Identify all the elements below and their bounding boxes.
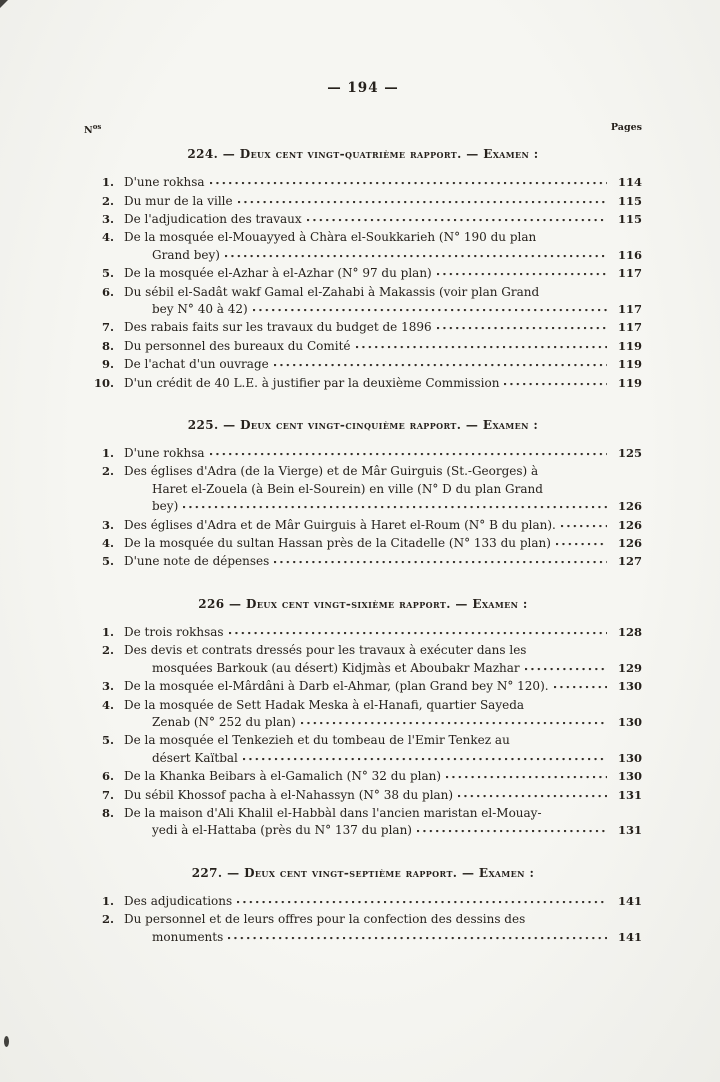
toc-entry-line	[84, 319, 642, 336]
dot-leader	[229, 627, 607, 636]
entry-text: Des églises d'Adra (de la Vierge) et de Mâr Guirguis (St.-Georges) à	[124, 464, 539, 479]
toc-entry-line	[84, 678, 642, 695]
toc-item	[84, 193, 642, 210]
entry-page-number: 117	[617, 320, 642, 335]
toc-item	[84, 174, 642, 191]
toc-item	[84, 265, 642, 282]
toc-entry-line	[84, 660, 642, 677]
dot-leader	[561, 520, 607, 529]
entry-number: 4.	[101, 697, 114, 712]
entry-number: 5.	[101, 733, 114, 748]
toc-item	[84, 642, 642, 677]
dot-leader	[307, 214, 607, 223]
numbers-column-header-text: N	[84, 125, 93, 137]
entry-number: 6.	[101, 769, 114, 784]
pages-column-header: Pages	[610, 122, 642, 133]
dot-leader	[504, 378, 607, 387]
numbers-column-header	[84, 122, 101, 136]
toc-item	[84, 911, 642, 946]
entry-page-number: 128	[617, 624, 642, 639]
toc-entry-line	[84, 642, 642, 659]
entry-number: 3.	[101, 211, 114, 226]
toc-entry-line	[84, 463, 642, 480]
entry-page-number: 115	[617, 193, 642, 208]
toc-entry-line	[84, 787, 642, 804]
toc-item	[84, 338, 642, 355]
entry-text: mosquées Barkouk (au désert) Kidjmàs et Aboubakr Mazhar	[152, 660, 520, 675]
toc-item	[84, 535, 642, 552]
entry-text: Zenab (N° 252 du plan)	[152, 714, 296, 729]
scan-artifact	[0, 0, 8, 8]
entry-page-number: 141	[617, 929, 642, 944]
toc-item	[84, 211, 642, 228]
toc-item	[84, 732, 642, 767]
entry-text: D'une rokhsa	[124, 175, 205, 190]
entry-text: bey N° 40 à 42)	[152, 302, 248, 316]
toc-item	[84, 356, 642, 373]
entry-text: De la mosquée el-Mârdâni à Darb el-Ahmar, (plan Grand bey N° 120).	[124, 679, 549, 694]
entry-page-number: 119	[617, 375, 642, 390]
toc-item	[84, 768, 642, 785]
entry-text: Du sébil Khossof pacha à el-Nahassyn (N° 38 du plan)	[124, 787, 454, 802]
dot-leader	[274, 359, 607, 368]
entry-text: De la mosquée el Tenkezieh et du tombeau de l'Emir Tenkez au	[124, 733, 510, 748]
dot-leader	[237, 896, 607, 905]
toc-entry-line	[84, 929, 642, 946]
dot-leader	[274, 556, 607, 565]
entry-text: Des devis et contrats dressés pour les travaux à exécuter dans les	[124, 643, 527, 658]
toc-entry-line	[84, 822, 642, 839]
entry-page-number: 131	[617, 823, 642, 838]
entry-text: yedi à el-Hattaba (près du N° 137 du plan)	[152, 823, 412, 838]
toc-sections	[84, 147, 642, 946]
toc-item	[84, 805, 642, 840]
dot-leader	[437, 268, 607, 277]
entry-text: De la mosquée du sultan Hassan près de la Citadelle (N° 133 du plan)	[124, 536, 551, 551]
entry-page-number: 130	[617, 769, 642, 784]
report-section	[84, 147, 642, 392]
entry-text: Des églises d'Adra et de Mâr Guirguis à Haret el-Roum (N° B du plan).	[124, 517, 556, 532]
toc-item	[84, 787, 642, 804]
entry-text: Du personnel des bureaux du Comité	[124, 338, 351, 353]
entry-text: D'une note de dépenses	[124, 554, 270, 569]
dot-leader	[228, 932, 607, 941]
entry-page-number: 117	[617, 266, 642, 281]
toc-entry-line	[84, 445, 642, 462]
entry-text: Du sébil el-Sadât wakf Gamal el-Zahabi à Makassis (voir plan Grand	[124, 284, 540, 299]
toc-entry-line	[84, 356, 642, 373]
entry-number: 4.	[101, 230, 114, 245]
toc-entry-line	[84, 768, 642, 785]
page-number: — 194 —	[327, 80, 399, 96]
toc-entry-line	[84, 481, 642, 498]
column-headers	[84, 122, 642, 136]
section-items	[84, 174, 642, 392]
toc-item	[84, 678, 642, 695]
dot-leader	[437, 322, 607, 331]
entry-text: De l'achat d'un ouvrage	[124, 357, 269, 372]
entry-page-number: 126	[617, 499, 642, 514]
toc-item	[84, 697, 642, 732]
toc-entry-line	[84, 893, 642, 910]
dot-leader	[210, 448, 607, 457]
entry-page-number: 114	[617, 175, 642, 190]
section-heading: 227. — Deux cent vingt-septième rapport. — Examen :	[191, 865, 535, 880]
dot-leader	[417, 825, 607, 834]
entry-page-number: 115	[617, 211, 642, 226]
toc-entry-line	[84, 911, 642, 928]
toc-entry-line	[84, 247, 642, 264]
toc-item	[84, 553, 642, 570]
dot-leader	[238, 196, 607, 205]
entry-text: De la mosquée el-Azhar à el-Azhar (N° 97 du plan)	[124, 266, 432, 281]
entry-number: 6.	[101, 284, 114, 299]
toc-entry-line	[84, 535, 642, 552]
entry-text: Des adjudications	[124, 893, 233, 908]
toc-entry-line	[84, 517, 642, 534]
toc-entry-line	[84, 229, 642, 246]
toc-item	[84, 463, 642, 515]
entry-page-number: 125	[617, 446, 642, 461]
entry-text: De la mosquée de Sett Hadak Meska à el-Hanafi, quartier Sayeda	[124, 697, 525, 712]
entry-number: 1.	[101, 446, 114, 461]
section-items	[84, 445, 642, 571]
entry-number: 5.	[101, 554, 114, 569]
report-section	[84, 597, 642, 840]
entry-text: De la maison d'Ali Khalil el-Habbàl dans l'ancien maristan el-Mouay-	[124, 805, 542, 820]
entry-text: D'un crédit de 40 L.E. à justifier par la deuxième Commission	[124, 375, 500, 390]
toc-entry-line	[84, 714, 642, 731]
entry-page-number: 131	[617, 787, 642, 802]
dot-leader	[210, 177, 607, 186]
entry-page-number: 141	[617, 893, 642, 908]
toc-item	[84, 284, 642, 319]
entry-number: 10.	[93, 375, 114, 390]
toc-entry-line	[84, 211, 642, 228]
entry-text: bey)	[152, 499, 179, 514]
entry-number: 3.	[101, 679, 114, 694]
entry-text: De trois rokhsas	[124, 624, 224, 639]
toc-entry-line	[84, 553, 642, 570]
entry-number: 7.	[101, 320, 114, 335]
section-items	[84, 893, 642, 946]
entry-text: De la mosquée el-Mouayyed à Chàra el-Soukkarieh (N° 190 du plan	[124, 230, 537, 245]
entry-text: Du personnel et de leurs offres pour la confection des dessins des	[124, 912, 526, 927]
toc-entry-line	[84, 624, 642, 641]
entry-number: 8.	[101, 805, 114, 820]
dot-leader	[301, 717, 607, 726]
entry-page-number: 130	[617, 750, 642, 765]
entry-number: 3.	[101, 517, 114, 532]
toc-entry-line	[84, 750, 642, 767]
toc-entry-line	[84, 174, 642, 191]
entry-page-number: 126	[617, 517, 642, 532]
section-items	[84, 624, 642, 840]
toc-entry-line	[84, 193, 642, 210]
report-section	[84, 418, 642, 571]
toc-item	[84, 445, 642, 462]
section-heading: 224. — Deux cent vingt-quatrième rapport. — Examen :	[187, 147, 539, 162]
dot-leader	[243, 753, 607, 762]
entry-page-number: 119	[617, 357, 642, 372]
entry-number: 5.	[101, 266, 114, 281]
toc-entry-line	[84, 732, 642, 749]
entry-page-number: 116	[617, 247, 642, 262]
entry-number: 1.	[101, 624, 114, 639]
toc-item	[84, 319, 642, 336]
toc-item	[84, 893, 642, 910]
numbers-column-header-sup: os	[92, 122, 102, 131]
toc-item	[84, 375, 642, 392]
entry-number: 9.	[101, 357, 114, 372]
section-heading: 226 — Deux cent vingt-sixième rapport. — Examen :	[198, 596, 528, 611]
dot-leader	[525, 663, 607, 672]
toc-entry-line	[84, 805, 642, 822]
toc-item	[84, 624, 642, 641]
entry-page-number: 130	[617, 714, 642, 729]
entry-page-number: 127	[617, 554, 642, 569]
dot-leader	[556, 538, 607, 547]
entry-page-number: 119	[617, 338, 642, 353]
entry-text: Du mur de la ville	[124, 193, 233, 208]
toc-entry-line	[84, 697, 642, 714]
entry-number: 1.	[101, 893, 114, 908]
entry-text: D'une rokhsa	[124, 446, 205, 461]
section-heading: 225. — Deux cent vingt-cinquième rapport. — Examen :	[187, 418, 539, 433]
toc-entry-line	[84, 375, 642, 392]
dot-leader	[554, 681, 607, 690]
entry-text: De l'adjudication des travaux	[124, 211, 302, 226]
entry-text: Haret el-Zouela (à Bein el-Sourein) en ville (N° D du plan Grand	[152, 481, 543, 496]
entry-number: 2.	[101, 193, 114, 208]
dot-leader	[225, 250, 607, 259]
toc-item	[84, 517, 642, 534]
entry-number: 2.	[101, 464, 114, 479]
report-section	[84, 866, 642, 946]
toc-entry-line	[84, 301, 642, 318]
dot-leader	[446, 771, 607, 780]
entry-text: Grand bey)	[152, 247, 220, 262]
entry-page-number: 117	[617, 302, 642, 316]
entry-text: Des rabais faits sur les travaux du budget de 1896	[124, 320, 432, 335]
toc-entry-line	[84, 338, 642, 355]
entry-number: 8.	[101, 338, 114, 353]
entry-page-number: 130	[617, 679, 642, 694]
entry-text: désert Kaïtbal	[152, 750, 238, 765]
entry-number: 2.	[101, 912, 114, 927]
toc-entry-line	[84, 498, 642, 515]
toc-entry-line	[84, 265, 642, 282]
entry-text: monuments	[152, 929, 224, 944]
entry-page-number: 129	[617, 660, 642, 675]
dot-leader	[458, 790, 607, 799]
entry-page-number: 126	[617, 536, 642, 551]
entry-text: De la Khanka Beibars à el-Gamalich (N° 32 du plan)	[124, 769, 442, 784]
toc-entry-line	[84, 284, 642, 301]
toc-item	[84, 229, 642, 264]
dot-leader	[253, 304, 607, 313]
dot-leader	[183, 501, 607, 510]
entry-number: 4.	[101, 536, 114, 551]
entry-number: 2.	[101, 643, 114, 658]
entry-number: 1.	[101, 175, 114, 190]
entry-number: 7.	[101, 787, 114, 802]
scan-artifact	[4, 1036, 9, 1047]
dot-leader	[356, 341, 607, 350]
